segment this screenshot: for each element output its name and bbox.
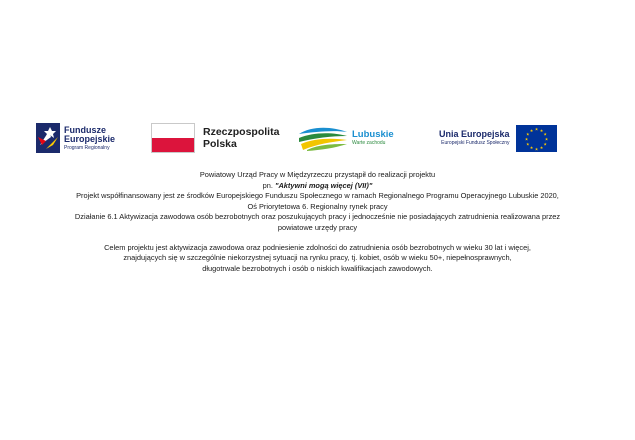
rzeczpospolita-line2: Polska (203, 137, 237, 150)
rzeczpospolita-polska-logo (151, 118, 279, 158)
svg-text:★: ★ (534, 126, 538, 131)
svg-text:★: ★ (525, 131, 530, 136)
fundusze-line1: Fundusze (64, 124, 106, 135)
project-name-prefix: pn. (262, 180, 275, 190)
unia-line2: Europejski Fundusz Społeczny (441, 140, 510, 146)
intro-line4: Oś Priorytetowa 6. Regionalny rynek pracy (247, 201, 388, 211)
fundusze-europejskie-icon (36, 123, 60, 153)
lubuskie-line1: Lubuskie (352, 129, 394, 141)
svg-text:★: ★ (524, 136, 528, 141)
goal-line1: Celem projektu jest aktywizacja zawodowa oraz podniesienie zdolności do zatrudnienia osób bezrobotnych w wieku 30 lat i więcej, (104, 242, 531, 252)
project-description (0, 170, 635, 274)
intro-line1: Powiatowy Urząd Pracy w Międzyrzeczu przystąpił do realizacji projektu (199, 170, 436, 179)
lubuskie-line2: Warte zachodu (352, 139, 386, 146)
polish-flag-icon (151, 123, 195, 153)
svg-text:★: ★ (529, 144, 533, 150)
svg-text:★: ★ (542, 141, 547, 146)
goal-line3: długotrwale bezrobotnych i osób o niskich kwalifikacjach zawodowych. (202, 263, 433, 273)
intro-line6: powiatowe urzędy pracy (277, 222, 358, 232)
svg-text:★: ★ (529, 127, 533, 133)
intro-line3: Projekt współfinansowany jest ze środków Europejskiego Funduszu Społecznego w ramach Regionalnego Programu Operacyjnego Lubuskie 2020, (76, 191, 559, 201)
unia-europejska-logo (439, 118, 557, 158)
svg-text:★: ★ (539, 127, 543, 133)
goal-line2: znajdujących się w szczególnie niekorzystnej sytuacji na rynku pracy, tj. kobiet, osób w wieku 50+, niepełnosprawnych, (123, 253, 512, 263)
logo-bar (0, 118, 635, 158)
fundusze-europejskie-logo (36, 118, 115, 158)
rzeczpospolita-line1: Rzeczpospolita (203, 126, 280, 138)
eu-flag-icon (516, 125, 557, 152)
unia-line1: Unia Europejska (439, 129, 510, 139)
svg-text:★: ★ (525, 141, 530, 146)
svg-text:★: ★ (542, 131, 547, 136)
lubuskie-icon (297, 124, 349, 152)
intro-line2 (0, 181, 635, 192)
svg-text:★: ★ (534, 146, 538, 151)
fundusze-line2: Europejskie (64, 133, 116, 144)
svg-text:★: ★ (539, 144, 543, 150)
lubuskie-logo (297, 118, 394, 158)
svg-text:★: ★ (544, 136, 548, 141)
intro-line5: Działanie 6.1 Aktywizacja zawodowa osób bezrobotnych oraz poszukujących pracy i jednocześnie nie posiadających zatrudnienia realizowana przez (74, 212, 561, 222)
fundusze-line3: Program Regionalny (64, 144, 110, 151)
project-name: "Aktywni mogą więcej (VII)" (274, 180, 373, 190)
